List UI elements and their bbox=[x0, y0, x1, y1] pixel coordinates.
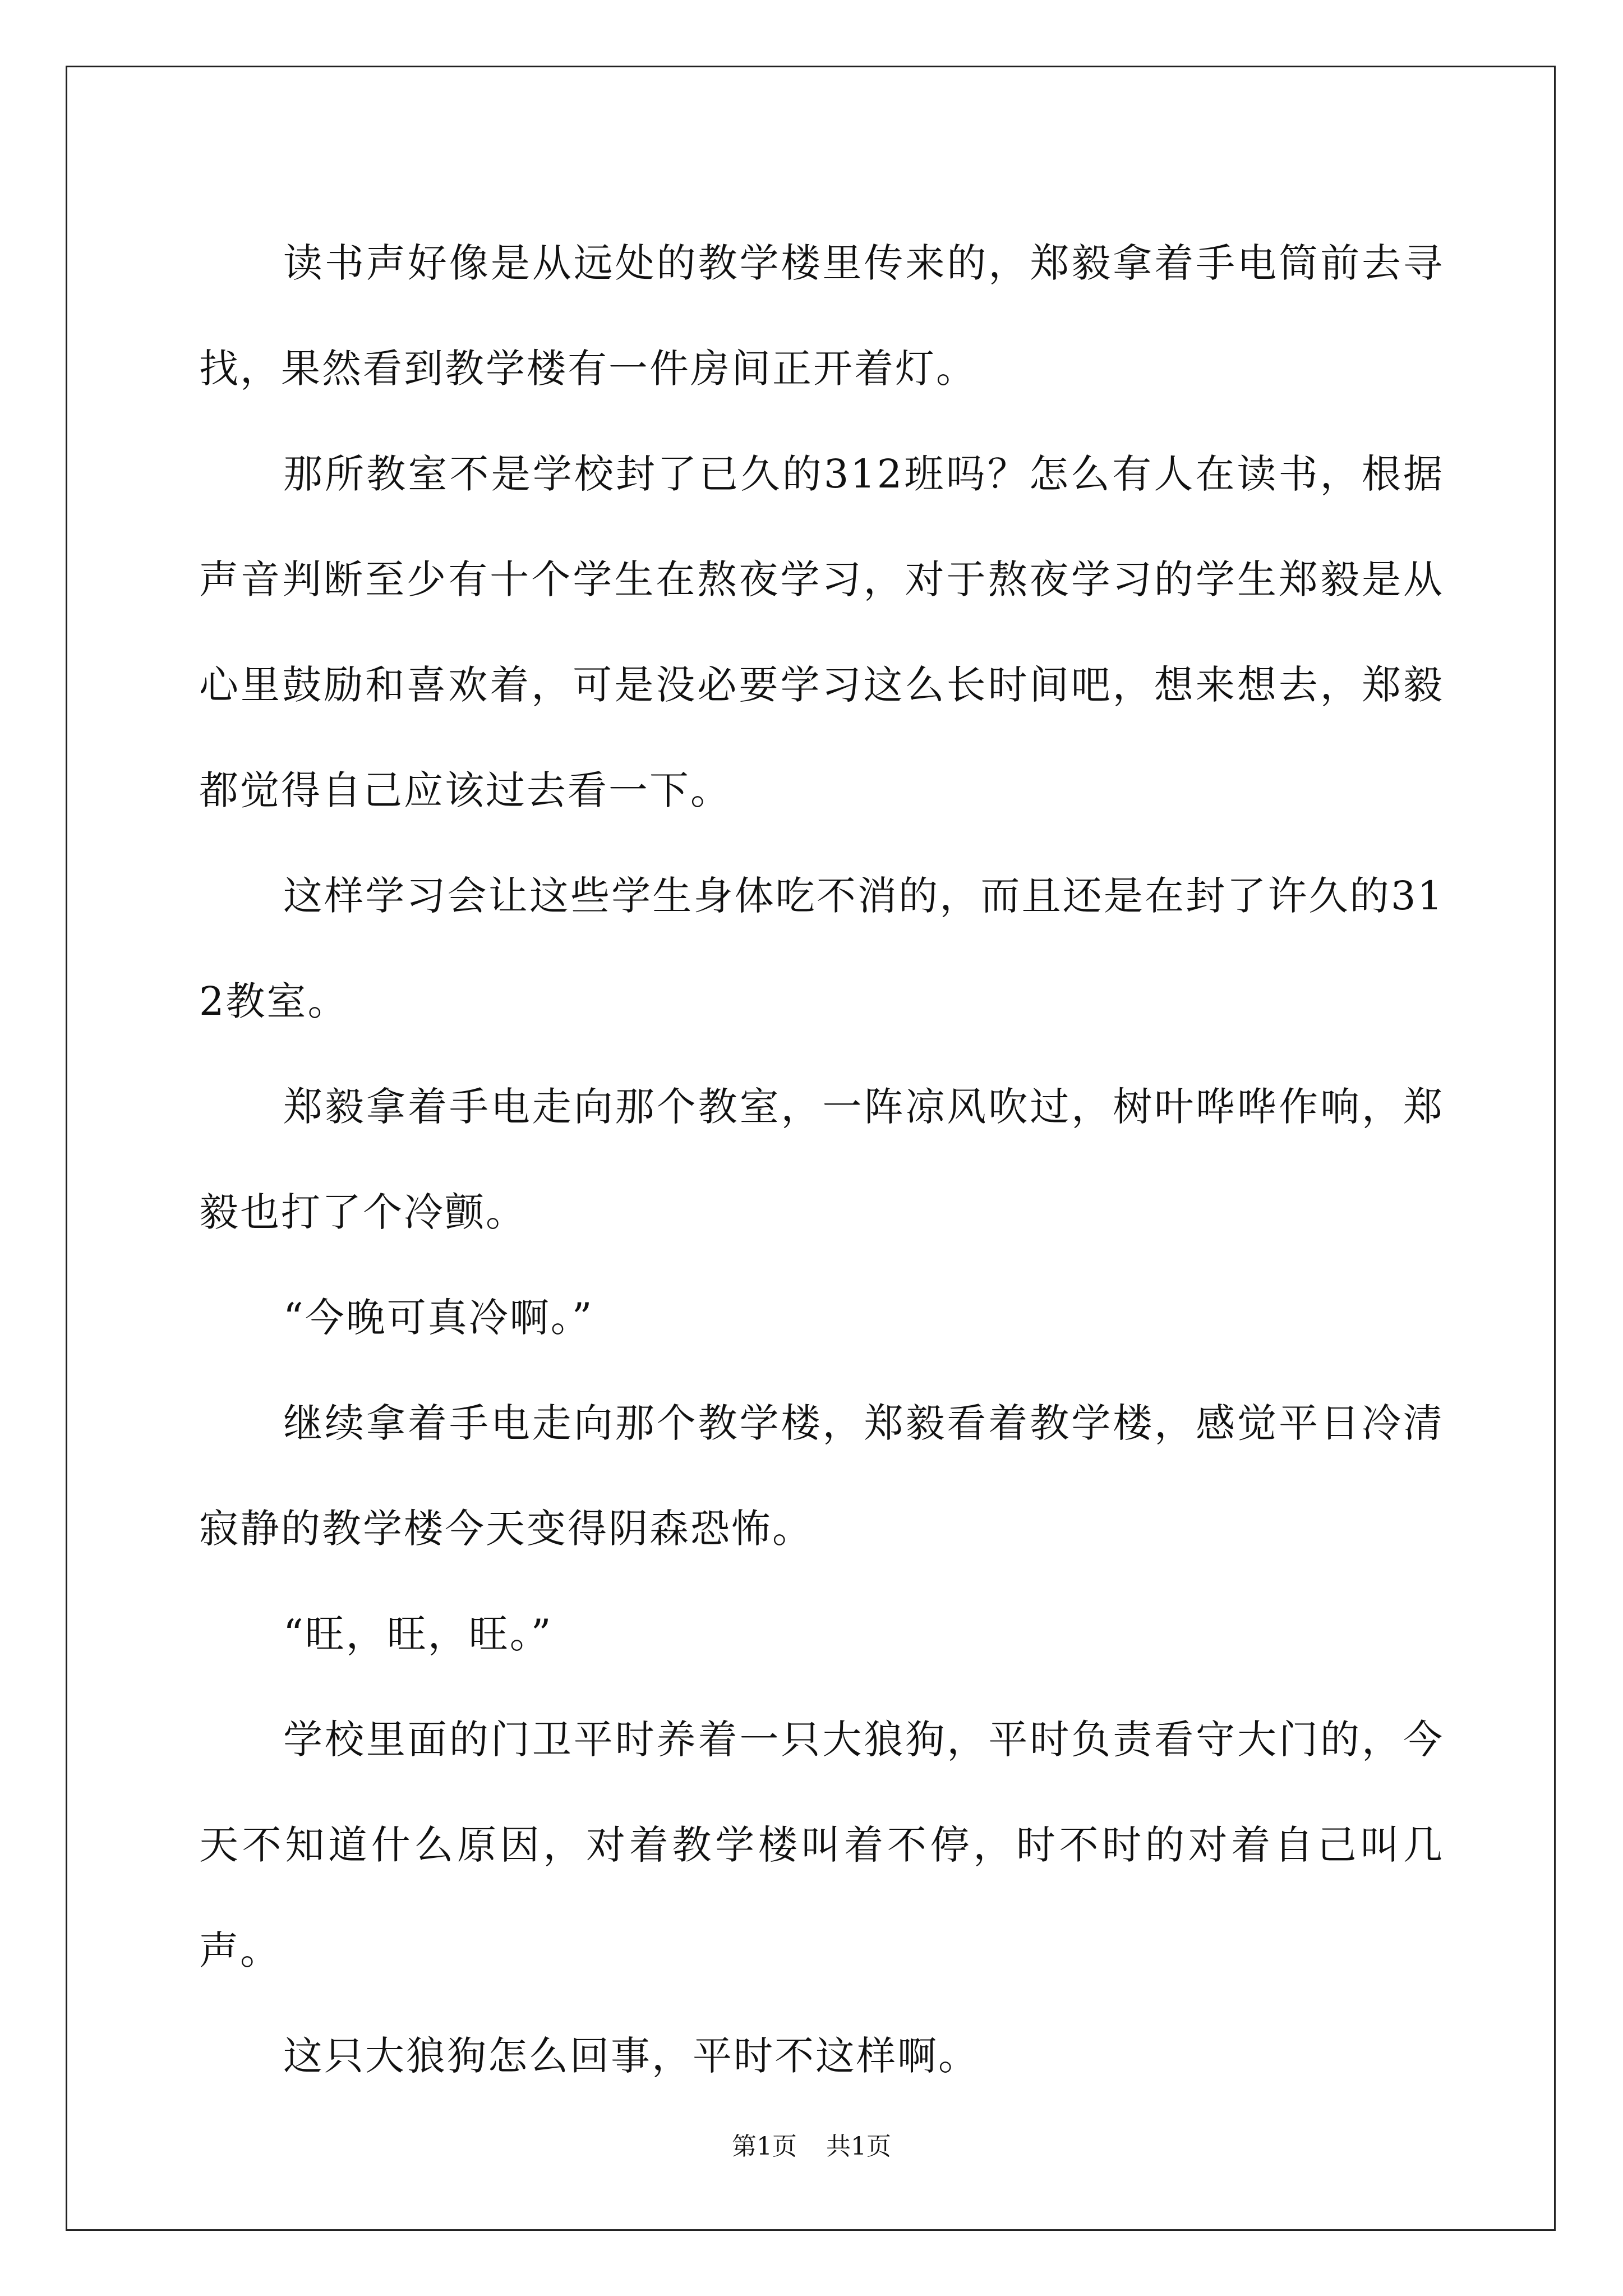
page-footer bbox=[0, 2130, 1623, 2164]
paragraph: 那所教室不是学校封了已久的312班吗？怎么有人在读书，根据声音判断至少有十个学生在熬夜学习，对于熬夜学习的学生郑毅是从心里鼓励和喜欢着，可是没必要学习这么长时间吧，想来想去，郑毅都觉得自己应该过去看一下。 bbox=[199, 451, 1444, 813]
paragraph: “今晚可真冷啊。” bbox=[283, 1295, 594, 1341]
document-body bbox=[199, 210, 1444, 2109]
paragraph: 继续拿着手电走向那个教学楼，郑毅看着教学楼，感觉平日冷清寂静的教学楼今天变得阴森恐怖。 bbox=[199, 1400, 1444, 1552]
paragraph: 这只大狼狗怎么回事，平时不这样啊。 bbox=[283, 2033, 979, 2079]
paragraph: 读书声好像是从远处的教学楼里传来的，郑毅拿着手电筒前去寻找，果然看到教学楼有一件房间正开着灯。 bbox=[199, 240, 1444, 392]
page-number: 第1页 bbox=[732, 2132, 797, 2161]
paragraph: 这样学习会让这些学生身体吃不消的，而且还是在封了许久的312教室。 bbox=[199, 873, 1444, 1024]
page-total: 共1页 bbox=[826, 2132, 891, 2161]
paragraph: 学校里面的门卫平时养着一只大狼狗，平时负责看守大门的，今天不知道什么原因，对着教学楼叫着不停，时不时的对着自己叫几声。 bbox=[199, 1717, 1444, 1973]
paragraph: 郑毅拿着手电走向那个教室，一阵凉风吹过，树叶哗哗作响，郑毅也打了个冷颤。 bbox=[199, 1084, 1444, 1235]
paragraph: “旺，旺，旺。” bbox=[283, 1611, 553, 1657]
